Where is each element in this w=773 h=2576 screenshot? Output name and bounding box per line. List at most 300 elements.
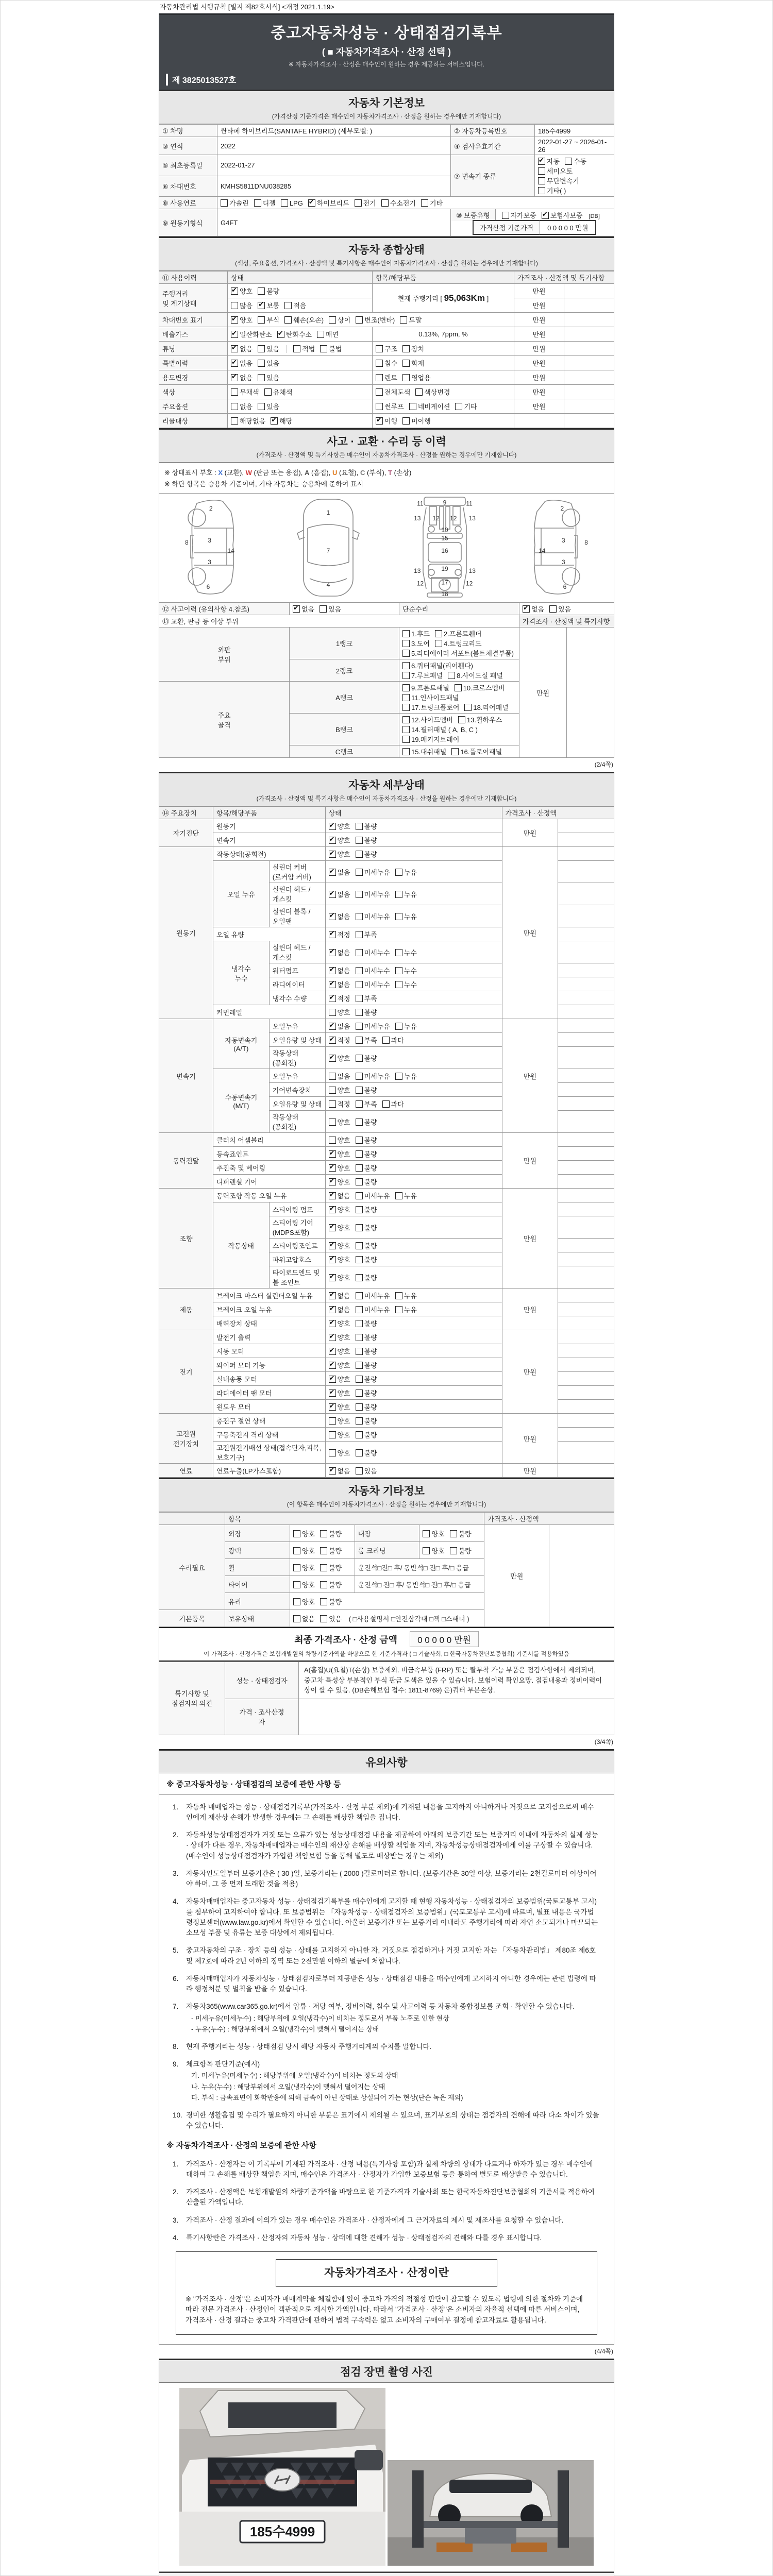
checkbox-option (329, 947, 350, 957)
checkbox[interactable] (402, 694, 410, 701)
checkbox[interactable] (329, 1467, 336, 1475)
checkbox[interactable] (395, 891, 402, 898)
remark-cell (558, 1239, 614, 1252)
checkbox[interactable] (356, 913, 363, 920)
checkbox-label: 8.사이드실 패널 (457, 672, 503, 680)
rank-items (399, 714, 519, 745)
checkbox[interactable] (329, 1362, 336, 1369)
checkbox[interactable] (356, 1389, 363, 1397)
remark-cell (558, 1069, 614, 1083)
checkbox[interactable] (231, 345, 238, 352)
checkbox-label: 있음 (266, 403, 280, 411)
checkbox[interactable] (395, 869, 402, 876)
checkbox[interactable] (231, 374, 238, 381)
checkbox-option (329, 1346, 350, 1356)
price-cell: 만원 (502, 1133, 558, 1189)
panel-number: 11 (416, 500, 424, 507)
checkbox[interactable] (356, 1224, 363, 1231)
checkbox[interactable] (293, 1547, 300, 1554)
state-options (228, 327, 373, 342)
state-options (325, 905, 502, 927)
checkbox[interactable] (308, 199, 315, 207)
checkbox[interactable] (356, 316, 363, 324)
checkbox-option (356, 1007, 377, 1017)
checkbox[interactable] (329, 1292, 336, 1299)
checkbox[interactable] (329, 1449, 336, 1456)
checkbox-label: 9.프론트패널 (411, 684, 449, 692)
checkbox-option (395, 979, 417, 989)
checkbox[interactable] (231, 287, 238, 295)
checkbox[interactable] (356, 851, 363, 858)
checkbox[interactable] (402, 716, 410, 723)
checkbox[interactable] (329, 1037, 336, 1044)
checkbox-option (356, 1205, 377, 1214)
checkbox[interactable] (356, 1242, 363, 1249)
checkbox-option (271, 416, 292, 426)
price-cell: 만원 (514, 313, 564, 327)
sub-group-label: 자동변속기 (A/T) (213, 1019, 270, 1069)
checkbox[interactable] (329, 1206, 336, 1213)
checkbox[interactable] (464, 704, 472, 711)
panel-number: 2 (209, 505, 213, 512)
checkbox[interactable] (450, 1547, 457, 1554)
checkbox[interactable] (376, 360, 383, 367)
checkbox[interactable] (356, 1073, 363, 1080)
checkbox-label: 양호 (337, 1206, 350, 1214)
checkbox[interactable] (402, 726, 410, 733)
checkbox[interactable] (402, 374, 410, 381)
checkbox[interactable] (264, 388, 272, 396)
remark-cell (558, 941, 614, 963)
checkbox[interactable] (423, 1547, 430, 1554)
checkbox[interactable] (329, 1178, 336, 1185)
checkbox[interactable] (538, 187, 545, 194)
checkbox[interactable] (329, 913, 336, 920)
checkbox[interactable] (320, 1615, 327, 1622)
field-label: ① 차명 (159, 125, 217, 137)
price-cell: 만원 (502, 1019, 558, 1133)
checkbox-label: 양호 (337, 1333, 350, 1342)
checkbox[interactable] (320, 1564, 327, 1571)
checkbox[interactable] (402, 345, 410, 352)
item-label: 스티어링조인트 (269, 1239, 325, 1252)
checkbox[interactable] (356, 1334, 363, 1341)
checkbox[interactable] (356, 1023, 363, 1030)
checkbox[interactable] (329, 1256, 336, 1263)
checkbox[interactable] (258, 403, 265, 410)
price-cell (514, 414, 564, 428)
checkbox[interactable] (293, 1598, 300, 1605)
section-note: (가격조사 · 산정액 및 특기사항은 매수인이 자동차가격조사 · 산정을 원하는 경우에만 기재합니다) (256, 451, 517, 459)
checkbox[interactable] (329, 837, 336, 844)
checkbox-option (320, 1546, 342, 1555)
section-photos-header (159, 2359, 614, 2383)
checkbox[interactable] (356, 1348, 363, 1355)
checkbox-option (231, 401, 253, 411)
checkbox[interactable] (382, 1100, 390, 1108)
checkbox-label: 부식 (266, 316, 280, 324)
checkbox[interactable] (293, 1615, 300, 1622)
checkbox[interactable] (258, 302, 265, 309)
checkbox[interactable] (329, 851, 336, 858)
checkbox[interactable] (356, 823, 363, 830)
checkbox[interactable] (400, 316, 407, 324)
checkbox[interactable] (284, 316, 292, 324)
checkbox-option (329, 1241, 350, 1250)
checkbox-option (402, 702, 459, 712)
checkbox[interactable] (231, 417, 238, 425)
checkbox-option (538, 176, 579, 185)
checkbox[interactable] (329, 1118, 336, 1126)
check-mark: ✔ (308, 198, 314, 206)
checkbox[interactable] (329, 869, 336, 876)
panel-section-label: ⑬ 교환, 판금 등 이상 부위 (159, 615, 519, 628)
checkbox[interactable] (317, 331, 324, 338)
checkbox[interactable] (258, 374, 265, 381)
checkbox[interactable] (356, 1306, 363, 1313)
checkbox-label: 영업용 (411, 374, 431, 382)
checkbox[interactable] (356, 1118, 363, 1126)
checkbox[interactable] (329, 1242, 336, 1249)
remark-cell (558, 1414, 614, 1428)
notice-text: 자동차인도일부터 보증기간은 ( 30 )일, 보증거리는 ( 2000 )킬로미터로 합니다. (보증기간은 30일 이상, 보증거리는 2천킬로미터 이상이어야 하며, 그 중 먼저 도래한 것을 적용) (186, 1869, 597, 1888)
checkbox-option (376, 401, 404, 411)
checkbox[interactable] (320, 1598, 327, 1605)
checkbox[interactable] (258, 360, 265, 367)
checkbox[interactable] (356, 1274, 363, 1281)
checkbox[interactable] (329, 1320, 336, 1327)
checkbox[interactable] (382, 1037, 390, 1044)
checkbox-option (293, 344, 315, 353)
check-mark: ✔ (329, 1374, 335, 1382)
checkbox[interactable] (376, 388, 383, 396)
checkbox-option (281, 199, 303, 207)
checkbox[interactable] (356, 1449, 363, 1456)
checkbox[interactable] (355, 199, 362, 207)
checkbox[interactable] (271, 417, 278, 425)
checkbox-option (376, 344, 397, 353)
state-options (325, 819, 502, 833)
checkbox[interactable] (538, 167, 545, 175)
checkbox[interactable] (231, 403, 238, 410)
checkbox[interactable] (356, 1362, 363, 1369)
checkbox[interactable] (293, 1581, 300, 1588)
check-mark: ✔ (329, 911, 335, 919)
checkbox[interactable] (329, 981, 336, 988)
checkbox[interactable] (356, 1206, 363, 1213)
checkbox[interactable] (356, 1376, 363, 1383)
checkbox-label: 누유 (404, 1192, 417, 1200)
checkbox[interactable] (395, 1292, 402, 1299)
checkbox[interactable] (356, 1192, 363, 1199)
state-options (325, 1175, 502, 1189)
checkbox[interactable] (395, 1306, 402, 1313)
checkbox[interactable] (395, 1192, 402, 1199)
checkbox[interactable] (549, 605, 557, 613)
checkbox[interactable] (395, 1023, 402, 1030)
checkbox[interactable] (356, 1055, 363, 1062)
checkbox[interactable] (356, 1100, 363, 1108)
checkbox[interactable] (231, 316, 238, 324)
checkbox[interactable] (402, 684, 410, 691)
checkbox[interactable] (435, 630, 442, 637)
checkbox[interactable] (320, 1581, 327, 1588)
checkbox-label: 부족 (364, 994, 377, 1003)
checkbox[interactable] (356, 891, 363, 898)
checkbox[interactable] (395, 913, 402, 920)
check-mark: ✔ (329, 1176, 335, 1184)
checkbox[interactable] (356, 1320, 363, 1327)
checkbox[interactable] (293, 1564, 300, 1571)
state-options (325, 991, 502, 1005)
state-options (325, 963, 502, 977)
checkbox[interactable] (356, 837, 363, 844)
checkbox[interactable] (402, 417, 410, 425)
checkbox[interactable] (435, 640, 442, 647)
checkbox[interactable] (356, 949, 363, 956)
checkbox[interactable] (329, 995, 336, 1002)
checkbox[interactable] (329, 1073, 336, 1080)
checkbox[interactable] (502, 212, 509, 219)
checkbox-option (231, 329, 272, 339)
checkbox[interactable] (329, 1137, 336, 1144)
checkbox[interactable] (356, 1037, 363, 1044)
service-note: ※ 자동차가격조사 · 산정은 매수인이 원하는 경우 제공하는 서비스입니다. (288, 61, 485, 68)
checkbox[interactable] (402, 748, 410, 755)
check-mark: ✔ (329, 821, 335, 829)
checkbox[interactable] (329, 1224, 336, 1231)
checkbox[interactable] (329, 1306, 336, 1313)
checkbox[interactable] (293, 605, 300, 613)
checkbox[interactable] (293, 345, 300, 352)
checkbox-label: 적법 (302, 345, 315, 353)
checkbox[interactable] (395, 949, 402, 956)
checkbox[interactable] (277, 331, 284, 338)
checkbox[interactable] (329, 316, 336, 324)
checkbox-option (293, 1529, 315, 1538)
checkbox[interactable] (258, 316, 265, 324)
checkbox[interactable] (258, 287, 265, 295)
checkbox[interactable] (329, 823, 336, 830)
checkbox[interactable] (356, 995, 363, 1002)
checkbox[interactable] (329, 1376, 336, 1383)
position-detail: 운전석□ 전□ 후/ 동반석□ 전□ 후/□ 응급 (355, 1576, 484, 1593)
checkbox[interactable] (329, 949, 336, 956)
state-options (290, 1559, 355, 1576)
checkbox[interactable] (565, 158, 572, 165)
checkbox-option (395, 1291, 417, 1300)
checkbox[interactable] (320, 345, 327, 352)
checkbox[interactable] (329, 1023, 336, 1030)
checkbox[interactable] (402, 704, 410, 711)
checkbox[interactable] (356, 981, 363, 988)
checkbox[interactable] (329, 1348, 336, 1355)
checkbox[interactable] (356, 869, 363, 876)
code-letter: W (245, 469, 252, 477)
checkbox-option (329, 1163, 350, 1173)
checkbox[interactable] (320, 1530, 327, 1537)
notice-text: 자동차성능상태점검자가 거짓 또는 오류가 있는 성능상태점검 내용을 제공하여 아래의 보증기간 또는 보증거리 이내에 자동차의 실제 성능 · 상태가 다른 경우, 자동차매매업자는 매수인의 재산상 손해를 배상할 책임을 지며, 자동차성능상태점검자에게 이를 구상할 수 있습니다.(매수인이 성능상태점검자가 가입한 책임보험 등을 통해 별도로 배상받는 경우는 제외) (186, 1831, 598, 1860)
checkbox[interactable] (402, 360, 410, 367)
item-label: 오일유량 및 상태 (269, 1033, 325, 1047)
checkbox[interactable] (381, 199, 389, 207)
checkbox-option (435, 629, 482, 638)
checkbox[interactable] (329, 1389, 336, 1397)
checkbox[interactable] (395, 1073, 402, 1080)
panel-number: 12 (449, 514, 457, 522)
section-other-header (159, 1478, 614, 1512)
checkbox[interactable] (231, 302, 238, 309)
checkbox-option (402, 638, 430, 648)
checkbox[interactable] (523, 605, 530, 613)
checkbox[interactable] (356, 1009, 363, 1016)
checkbox-option (395, 1304, 417, 1314)
checkbox[interactable] (281, 199, 288, 207)
checkbox[interactable] (423, 1530, 430, 1537)
checkbox[interactable] (409, 403, 416, 410)
checkbox-label: 장치 (411, 345, 425, 353)
checkbox[interactable] (402, 630, 410, 637)
checkbox[interactable] (356, 1087, 363, 1094)
checkbox-option (221, 198, 249, 208)
checkbox-label: 불량 (364, 1403, 377, 1411)
checkbox[interactable] (356, 1467, 363, 1475)
checkbox[interactable] (329, 1334, 336, 1341)
checkbox[interactable] (421, 199, 428, 207)
checkbox[interactable] (376, 417, 383, 425)
checkbox[interactable] (329, 1431, 336, 1438)
checkbox[interactable] (329, 891, 336, 898)
checkbox[interactable] (356, 1256, 363, 1263)
checkbox[interactable] (231, 360, 238, 367)
checkbox[interactable] (415, 388, 423, 396)
checkbox[interactable] (402, 662, 410, 669)
checkbox-option (320, 1580, 342, 1589)
checkbox-option (376, 358, 397, 368)
notice-number: 4. (173, 2233, 179, 2242)
panel-number: 1 (326, 509, 330, 516)
checkbox[interactable] (284, 302, 292, 309)
checkbox[interactable] (329, 1274, 336, 1281)
check-mark: ✔ (258, 300, 264, 308)
checkbox[interactable] (329, 1403, 336, 1411)
checkbox-label: 양호 (337, 1178, 350, 1186)
checkbox-option (395, 965, 417, 975)
checkbox-label: 불량 (364, 1150, 377, 1158)
checkbox-option (356, 1448, 377, 1458)
checkbox[interactable] (329, 1164, 336, 1172)
device-group-label: 조향 (159, 1189, 213, 1289)
checkbox[interactable] (395, 981, 402, 988)
checkbox[interactable] (329, 1150, 336, 1158)
checkbox[interactable] (329, 1417, 336, 1425)
checkbox[interactable] (329, 1087, 336, 1094)
panel-number: 16 (441, 547, 448, 555)
checkbox[interactable] (402, 650, 410, 657)
checkbox[interactable] (231, 388, 238, 396)
panel-number: 19 (441, 565, 448, 572)
checkbox[interactable] (376, 403, 383, 410)
checkbox[interactable] (448, 672, 455, 679)
checkbox-label: 수동 (574, 158, 587, 165)
checkbox[interactable] (254, 199, 261, 207)
checkbox[interactable] (356, 931, 363, 938)
checkbox[interactable] (231, 331, 238, 338)
checkbox-option (308, 198, 349, 208)
checkbox[interactable] (356, 1164, 363, 1172)
panel-number: 13 (413, 567, 421, 574)
checkbox[interactable] (329, 1055, 336, 1062)
checkbox[interactable] (258, 345, 265, 352)
checkbox-option (356, 979, 390, 989)
state-options (325, 1111, 502, 1133)
checkbox[interactable] (455, 684, 462, 691)
checkbox[interactable] (455, 403, 462, 410)
checkbox[interactable] (458, 716, 465, 723)
checkbox[interactable] (356, 1292, 363, 1299)
checkbox[interactable] (356, 1403, 363, 1411)
checkbox[interactable] (356, 1150, 363, 1158)
checkbox[interactable] (538, 158, 545, 165)
item-label: 타이로드엔드 및 볼 조인트 (269, 1266, 325, 1289)
checkbox[interactable] (402, 640, 410, 647)
checkbox[interactable] (293, 1530, 300, 1537)
checkbox[interactable] (356, 1137, 363, 1144)
checkbox[interactable] (376, 345, 383, 352)
checkbox[interactable] (538, 177, 545, 184)
notice-number: 2. (173, 1831, 179, 1839)
checkbox[interactable] (329, 931, 336, 938)
checkbox[interactable] (329, 1192, 336, 1199)
checkbox[interactable] (221, 199, 228, 207)
checkbox[interactable] (356, 967, 363, 974)
check-mark: ✔ (329, 1332, 335, 1340)
checkbox-option (538, 185, 566, 195)
remark-cell (558, 1302, 614, 1316)
checkbox[interactable] (329, 1009, 336, 1016)
checkbox[interactable] (450, 1530, 457, 1537)
checkbox-option (317, 329, 339, 339)
checkbox[interactable] (320, 1547, 327, 1554)
checkbox[interactable] (356, 1178, 363, 1185)
checkbox-label: 불량 (364, 1256, 377, 1264)
checkbox-option (542, 210, 583, 220)
state-options (325, 1252, 502, 1266)
rank-items (399, 745, 519, 758)
checkbox[interactable] (402, 672, 410, 679)
checkbox[interactable] (451, 748, 459, 755)
checkbox[interactable] (356, 1417, 363, 1425)
checkbox-option (356, 867, 390, 877)
column-header: 항목/해당부품 (213, 807, 326, 819)
checkbox[interactable] (329, 1100, 336, 1108)
checkbox[interactable] (395, 967, 402, 974)
checkbox[interactable] (542, 212, 549, 219)
mileage-state-options (228, 284, 373, 298)
checkbox[interactable] (320, 605, 327, 613)
checkbox[interactable] (376, 374, 383, 381)
section-notice-header (159, 1749, 614, 1773)
device-group-label: 고전원 전기장치 (159, 1414, 213, 1464)
checkbox[interactable] (329, 967, 336, 974)
notice-item (173, 2215, 600, 2226)
checkbox[interactable] (402, 736, 410, 743)
checkbox[interactable] (356, 1431, 363, 1438)
checkbox-label: 양호 (337, 1319, 350, 1328)
checkbox-option (356, 1053, 377, 1063)
checkbox-label: 양호 (337, 822, 350, 831)
checkbox-label: 무단변속기 (547, 177, 579, 185)
